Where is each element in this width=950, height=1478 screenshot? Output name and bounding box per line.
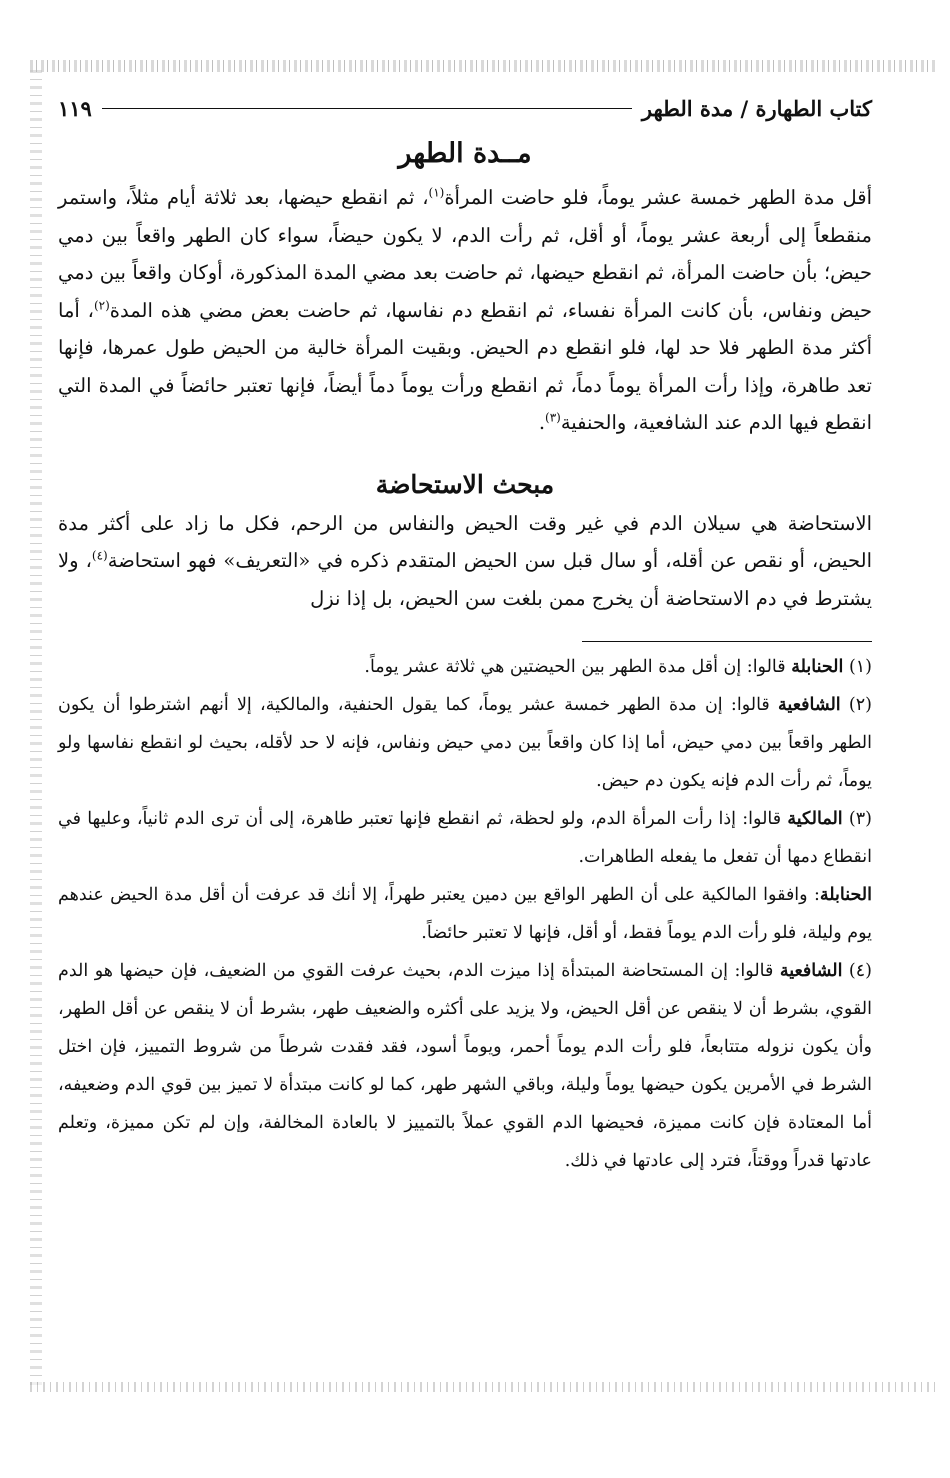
school-name: الشافعية <box>778 695 841 715</box>
footnote-3-continued <box>58 876 872 952</box>
footnote-3 <box>58 800 872 876</box>
text-run: الاستحاضة هي سيلان الدم في غير وقت الحيض والنفاس من الرحم، فكل ما زاد على أكثر مدة الحيض، أو نقص عن أقله، أو سال قبل سن الحيض المتقدم ذكره في «التعريف» فهو استحاضة <box>58 511 873 572</box>
footnote-text: قالوا: إن المستحاضة المبتدأة إذا ميزت الدم، بحيث عرفت القوي من الضعيف، فإن حيضها هو الدم القوي، بشرط أن لا ينقص عن أقل الحيض، ولا يزيد على أكثره والضعيف طهر، بشرط أن لا ينقص عن أقل الطهر، وأن يكون نزوله متتابعاً، فلو رأت الدم يوماً أحمر، ويوماً أسود، فقد فقدت شرطاً من شروط التمييز، فإن اختل الشرط في الأمرين يكون حيضها يوماً وليلة، وباقي الشهر طهر، كما لو كانت مبتدأة لا تميز بين قوي الدم وضعيفه، أما المعتادة فإن كانت مميزة، فحيضها الدم القوي عملاً بالتمييز لا بالعادة المخالفة، وإن لم تكن مميزة، وتعلم عادتها قدراً ووقتاً، فترد إلى عادتها في ذلك. <box>58 961 872 1171</box>
section-body-tuhr <box>58 179 872 442</box>
text-run: ، ولا يشترط في دم الاستحاضة أن يخرج ممن بلغت سن الحيض، بل إذا نزل <box>58 549 872 610</box>
section-title-istihada: مبحث الاستحاضة <box>375 469 555 499</box>
footnote-4 <box>58 952 872 1180</box>
text-run: ، أما أكثر مدة الطهر فلا حد لها، فلو انقطع دم الحيض. وبقيت المرأة خالية من الحيض طول عمرها، فإنها تعد طاهرة، وإذا رأت المرأة يوماً دماً، ثم انقطع ورأت يوماً دماً أيضاً، فإنها تعتبر حائضاً في المدة التي انقطع فيها الدم عند الشافعية، والحنفية <box>58 298 872 434</box>
footnote-text: قالوا: إذا رأت المرأة الدم، ولو لحظة، ثم انقطع فإنها تعتبر طاهرة، إلى أن ترى الدم ثانياً، وعليها في انقطاع دمها أن تفعل ما يفعله الطاهرات. <box>58 809 872 867</box>
school-name: الحنابلة <box>819 885 872 905</box>
scan-border-bottom <box>30 1382 938 1392</box>
school-name: الشافعية <box>779 961 843 981</box>
footnote-1 <box>58 648 872 686</box>
footnote-ref: (٢) <box>93 298 110 312</box>
running-header <box>58 88 872 128</box>
school-name: المالكية <box>787 809 843 829</box>
footnote-number: (٤) <box>848 961 872 981</box>
header-rule <box>102 108 632 109</box>
paragraph <box>58 179 872 442</box>
text-run: ، ثم انقطع حيضها، بعد ثلاثة أيام مثلاً، واستمر منقطعاً إلى أربعة عشر يوماً، أو أقل، ثم رأت الدم، لا يكون حيضاً، سواء كان الطهر واقعاً بين دمي حيض؛ بأن حاضت المرأة، ثم انقطع حيضها، ثم حاضت بعد مضي المدة المذكورة، أوكان واقعاً بين دمي حيض ونفاس، بأن كانت المرأة نفساء، ثم انقطع دم نفاسها، ثم حاضت بعض مضي هذه المدة <box>58 186 872 322</box>
scan-border-top <box>30 60 938 72</box>
footnote-ref: (٣) <box>545 410 561 425</box>
footnote-separator <box>582 641 872 642</box>
footnote-number: (١) <box>848 657 872 677</box>
footnote-ref: (١) <box>428 185 445 200</box>
running-title: كتاب الطهارة / مدة الطهر <box>641 95 872 121</box>
footnote-text: : وافقوا المالكية على أن الطهر الواقع بين دمين يعتبر طهراً، إلا أنك قد عرفت أن أقل مدة الحيض عندهم يوم وليلة، فلو رأت الدم يوماً فقط، أو أقل، فإنها لا تعتبر حائضاً. <box>58 885 872 943</box>
scan-border-left <box>30 70 42 1385</box>
footnote-number: (٣) <box>848 809 872 829</box>
footnote-text: قالوا: إن مدة الطهر خمسة عشر يوماً، كما يقول الحنفية، والمالكية، إلا أنهم اشترطوا أن يكون الطهر واقعاً بين دمي حيض، أما إذا كان واقعاً بين دمي حيض ونفاس، فإنه لا حد لأقله، بحيث لو انقطع نفاسها ولو يوماً، ثم رأت الدم فإنه يكون دم حيض. <box>58 695 872 791</box>
footnote-number: (٢) <box>848 695 872 715</box>
section-title-tuhr: مــدة الطهر <box>398 138 532 169</box>
footnote-text: قالوا: إن أقل مدة الطهر بين الحيضتين هي ثلاثة عشر يوماً. <box>364 657 792 677</box>
section-body-istihada <box>58 505 872 618</box>
text-run: . <box>538 411 546 434</box>
text-run: أقل مدة الطهر خمسة عشر يوماً، فلو حاضت المرأة <box>444 186 873 209</box>
paragraph <box>58 505 872 618</box>
page-number: ١١٩ <box>58 95 92 121</box>
footnote-2 <box>58 686 872 800</box>
footnotes <box>58 648 872 1180</box>
book-page <box>58 88 872 1180</box>
footnote-ref: (٤) <box>91 548 108 563</box>
school-name: الحنابلة <box>791 657 844 677</box>
